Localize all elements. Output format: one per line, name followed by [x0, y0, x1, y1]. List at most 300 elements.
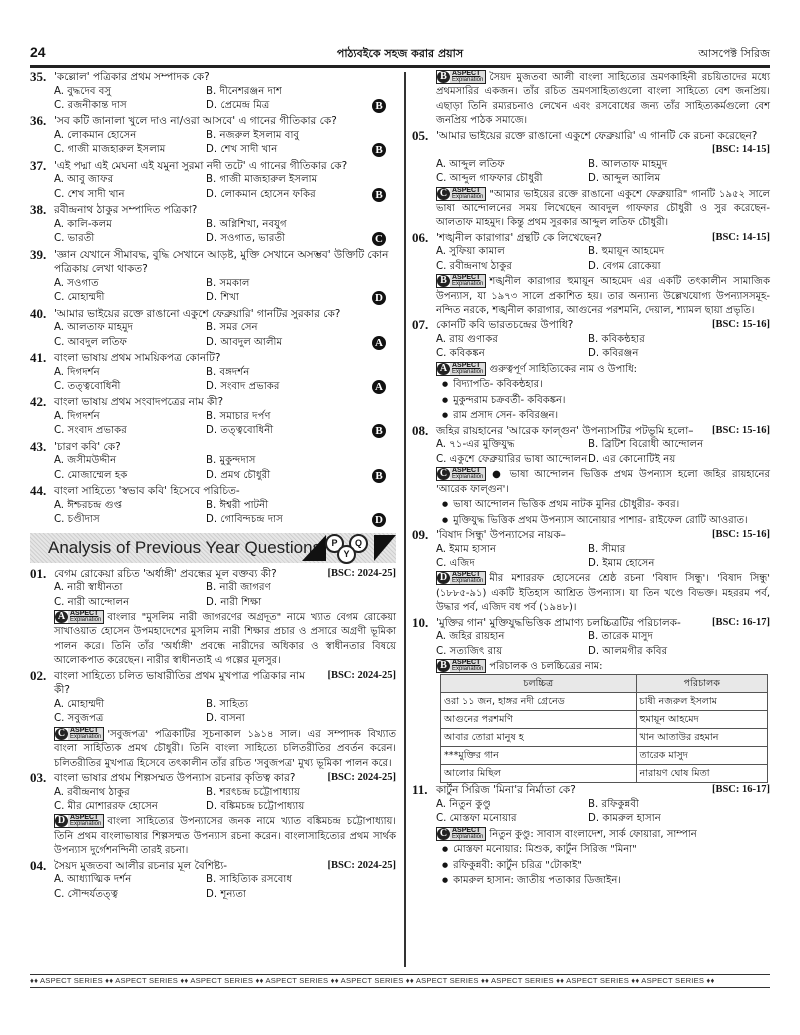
director-film-table: [440, 674, 768, 783]
explanation-text: শঙ্খনীল কারাগার হুমায়ূন আহমেদ এর একটি তৎকালীন সামাজিক উপন্যাস, যা ১৯৭৩ সালে প্রকাশিত হয়। তার অন্যান্য উল্লেখযোগ্য উপন্যাসসমূহ- নন্দিত নরকে, শঙ্খনীল কারাগার, আগুনের পরশমনি, দেয়াল, শ্যামল ছায়া প্রভৃতি।: [436, 276, 770, 317]
question-text: 'মুক্তির গান' মুক্তিযুদ্ধভিত্তিক প্রামাণ্য চলচ্চিত্রটির পরিচালক-: [436, 616, 681, 629]
option-d: D. বেগম রোকেয়া: [588, 260, 661, 272]
question-number: 38.: [30, 202, 47, 218]
pyq-banner: [30, 533, 396, 563]
options-grid: [30, 873, 396, 902]
table-row: [441, 729, 768, 747]
table-row: [441, 711, 768, 729]
question-header: [30, 70, 396, 85]
answer-cell: [372, 99, 396, 114]
answer-badge: A: [372, 336, 386, 350]
table-row: [441, 765, 768, 783]
options-grid: [30, 218, 396, 248]
banner-triangle-right: [374, 535, 396, 561]
aspect-label: [450, 188, 485, 200]
question-number: 39.: [30, 246, 47, 262]
option-d: D. প্রমথ চৌধুরী: [206, 469, 271, 481]
answer-cell: [746, 557, 770, 571]
question-number: 09.: [412, 527, 429, 542]
page-number: 24: [30, 44, 46, 60]
header-rule: [30, 65, 770, 68]
option-c: C. একুশে ফেব্রুয়ারির ভাষা আন্দোলন: [436, 453, 588, 465]
option-d: D. সংবাদ প্রভাকর: [206, 381, 280, 393]
question-text: 'জ্ঞান যেখানে সীমাবদ্ধ, বুদ্ধি সেখানে আড়ষ্ট, মুক্তি সেখানে অসম্ভব' উক্তিটি কোন পত্রিকায় লেখা থাকত?: [54, 248, 389, 276]
question-number: 03.: [30, 769, 47, 785]
question-text: 'এই পদ্মা এই মেঘনা এই যমুনা সুরমা নদী তটে' এ গানের গীতিকার কে?: [54, 159, 348, 172]
exam-reference: [BSC: 15-16]: [711, 424, 770, 436]
question-text: কোনটি কবি ভারতচন্দ্রের উপাধি?: [436, 319, 574, 332]
exam-reference: [BSC: 2024-25]: [327, 669, 396, 681]
pqy-circle-y-icon: Y: [337, 545, 356, 564]
option-b: B. কবিকন্ঠহার: [588, 334, 645, 346]
answer-badge: B: [372, 188, 386, 202]
exam-reference: [BSC: 15-16]: [711, 529, 770, 540]
option-d: D. ইমাম হোসেন: [588, 558, 655, 569]
aspect-label-top: ASPECT: [70, 814, 99, 822]
explanation-text: ● ভাষা আন্দোলন ভিত্তিক প্রথম উপন্যাস হলো জহির রায়হানের 'আরেক ফাল্গুন'।: [436, 469, 770, 495]
explanation: [412, 70, 770, 129]
question-header: [412, 528, 770, 543]
table-cell: ওরা ১১ জন, হাঙ্গর নদী গ্রেনেড: [441, 693, 637, 711]
explanation-text: বাংলার "মুসলিম নারী জাগরণের অগ্রদূত" নামে খ্যাত বেগম রোকেয়া সাখাওয়াত হোসেন উপমহাদেশের মুসলিম নারী শিক্ষার প্রচার ও প্রসারে অগ্রণী ভূমিকা পালন করে। তিনি তাঁর 'অর্ধাঙ্গী' প্রবন্ধে নারীদের অধিকার ও স্বাধীনতার বিষয়ে আলোকপাত করেছেন। নারীর স্বাধীনতাই এ গল্পের মূলসুর।: [54, 612, 396, 667]
aspect-label-bottom: Explanation: [452, 578, 484, 585]
right-column: [412, 70, 770, 889]
question-header: [30, 567, 396, 582]
answer-cell: [372, 336, 396, 351]
option-a: A. রায় গুণাকর: [436, 334, 498, 346]
aspect-label: [450, 363, 485, 375]
exam-reference: [BSC: 14-15]: [711, 231, 770, 243]
question-number: 42.: [30, 394, 47, 410]
question-number: 01.: [30, 565, 47, 581]
question-header: [412, 424, 770, 439]
question-item: [412, 231, 770, 319]
option-b: B. দীনেশরঞ্জন দাশ: [206, 85, 282, 97]
question-number: 43.: [30, 438, 47, 454]
answer-cell: [372, 888, 396, 902]
options-grid: [412, 245, 770, 274]
options-grid: [30, 129, 396, 159]
aspect-explanation-badge: [436, 362, 486, 376]
question-number: 06.: [412, 229, 429, 245]
option-d: D. শূন্যতা: [206, 888, 246, 900]
question-header: [412, 129, 770, 144]
question-number: 07.: [412, 317, 429, 333]
footer-strip: ♦♦ ASPECT SERIES ♦♦ ASPECT SERIES ♦♦ ASPECT SERIES ♦♦ ASPECT SERIES ♦♦ ASPECT SERIES ♦♦ ASPECT SERIES ♦♦ ASPECT SERIES ♦♦ ASPECT SERIES ♦♦ ASPECT SERIES ♦♦: [30, 974, 770, 988]
question-number: 04.: [30, 857, 47, 873]
question-item: [30, 771, 396, 859]
question-item: [30, 567, 396, 669]
option-a: A. দিগদর্শন: [54, 366, 100, 378]
option-c: C. মোহাম্মদী: [54, 292, 105, 304]
option-b: B. শরৎচন্দ্র চট্টোপাধ্যায়: [206, 786, 300, 798]
exam-reference: [BSC: 15-16]: [711, 319, 770, 331]
question-number: 41.: [30, 350, 47, 366]
option-b: B. গাজী মাজহারুল ইসলাম: [206, 174, 318, 186]
options-grid: [30, 786, 396, 815]
table-cell: হুমায়ূন আহমেদ: [636, 711, 767, 729]
explanation-text: মীর মশাররফ হোসেনের শ্রেষ্ঠ রচনা 'বিষাদ সিন্ধু'। 'বিষাদ সিন্ধু' (১৮৮৫-৯১) একটি ইতিহাস আশ্রিত উপন্যাস। যা তিন খণ্ডে বিভক্ত। মহররম পর্ব, উদ্ধার পর্ব, এজিদ বধ পর্ব (১৯৪৮)।: [436, 573, 770, 614]
option-b: B. অগ্নিশিখা, নবযুগ: [206, 218, 287, 230]
explanation: [412, 274, 770, 318]
option-b: B. সাহিত্যিক রসবোধ: [206, 874, 293, 886]
answer-letter-icon: C: [55, 728, 68, 740]
explanation-text: বাংলা সাহিত্যের উপন্যাসের জনক নামে খ্যাত বঙ্কিমচন্দ্র চট্টোপাধ্যায়। তিনি প্রথম বাংলাভাষার শিল্পসম্মত উপন্যাস রচনা করেন। বাংলাসাহিত্যের প্রথম সার্থক উপন্যাস দুর্গেশনন্দিনী তারই রচনা।: [54, 816, 396, 857]
option-c: C. আবদুল লতিফ: [54, 336, 127, 348]
option-b: B. মুকুন্দদাস: [206, 455, 256, 467]
option-a: A. মোহাম্মদী: [54, 698, 105, 710]
option-a: A. আব্দুল লতিফ: [436, 158, 505, 170]
option-c: C. গাজী মাজহারুল ইসলাম: [54, 144, 166, 156]
options-grid: [412, 798, 770, 827]
aspect-explanation-badge: [436, 571, 486, 585]
question-continuation: [412, 70, 770, 129]
question-item: [30, 203, 396, 247]
options-grid: [30, 173, 396, 203]
answer-cell: [372, 143, 396, 158]
aspect-label-top: ASPECT: [452, 659, 481, 667]
aspect-label: [450, 572, 485, 584]
question-text: বাংলা সাহিত্যে চলিত ভাষারীতির প্রথম মুখপাত্র পত্রিকার নাম কী?: [54, 669, 306, 697]
question-header: [30, 248, 396, 277]
table-cell: তারেক মাসুদ: [636, 747, 767, 765]
question-item: [412, 129, 770, 231]
question-header: [412, 231, 770, 246]
answer-badge: D: [372, 291, 386, 305]
question-item: [30, 484, 396, 528]
question-header: [412, 318, 770, 333]
option-d: D. আবদুল আলীম: [206, 336, 283, 348]
left-column: [30, 70, 396, 902]
option-b: B. নজরুল ইসলাম বাবু: [206, 130, 300, 141]
option-a: A. ইমাম হাসান: [436, 543, 497, 555]
header-title: পাঠ্যবইকে সহজ করার প্রয়াস: [336, 47, 464, 60]
question-item: [30, 351, 396, 395]
option-c: C. চণ্ডীদাস: [54, 514, 100, 526]
question-header: [30, 484, 396, 499]
aspect-explanation-badge: [436, 274, 486, 288]
question-item: [412, 783, 770, 888]
options-grid: [412, 630, 770, 659]
option-c: C. সবুজপত্র: [54, 713, 104, 725]
option-d: D. তত্ত্ববোধিনী: [206, 425, 274, 437]
question-header: [30, 203, 396, 218]
question-number: 44.: [30, 483, 47, 499]
option-d: D. শিখা: [206, 292, 239, 304]
answer-badge: B: [372, 143, 386, 157]
option-c: C. শেখ সাদী খান: [54, 188, 125, 200]
explanation-text: সৈয়দ মুজতবা আলী বাংলা সাহিত্যের ভ্রমণকাহিনী রচয়িতাদের মধ্যে প্রথমসারির একজন। তাঁর রচিত ভ্রমণসাহিত্যগুলো বাংলা সাহিত্যে বেশ জনপ্রিয়। এছাড়া তিনি রম্যরচনাও লেখেন এবং রসবোধের জন্য তাঁর সাহিত্যকর্মগুলো বেশ জনপ্রিয় পাঠক সমাজে।: [436, 72, 770, 127]
option-d: D. বঙ্কিমচন্দ্র চট্টোপাধ্যায়: [206, 800, 305, 812]
question-header: [30, 395, 396, 410]
question-item: [30, 395, 396, 439]
question-text: 'কল্লোল' পত্রিকার প্রথম সম্পাদক কে?: [54, 71, 210, 83]
question-number: 02.: [30, 667, 47, 683]
answer-letter-icon: C: [437, 828, 450, 840]
table-cell: চাষী নজরুল ইসলাম: [636, 693, 767, 711]
question-text: বেগম রোকেয়া রচিত 'অর্ধাঙ্গী' প্রবন্ধের মূল বক্তব্য কী?: [54, 567, 277, 580]
option-b: B. তারেক মাসুদ: [588, 631, 653, 643]
options-grid: [30, 698, 396, 727]
column-divider: [404, 72, 406, 967]
answer-letter-icon: B: [437, 275, 450, 287]
option-c: C. নারী আন্দোলন: [54, 596, 130, 608]
answer-badge: B: [372, 469, 386, 483]
answer-cell: [372, 469, 396, 484]
aspect-explanation-badge: [54, 610, 104, 624]
option-c: C. কবিকঙ্কন: [436, 348, 485, 360]
aspect-label: [450, 660, 485, 672]
answer-letter-icon: B: [437, 660, 450, 672]
option-b: B. ব্রিটিশ বিরোধী আন্দোলন: [588, 439, 704, 451]
question-item: [30, 114, 396, 158]
question-text: 'শঙ্খনীল কারাগার' গ্রন্থটি কে লিখেছেন?: [436, 231, 602, 244]
explanation: [412, 571, 770, 615]
table-cell: ***মুক্তির গান: [441, 747, 637, 765]
answer-badge: A: [372, 380, 386, 394]
question-header: [30, 307, 396, 322]
aspect-explanation-badge: [436, 827, 486, 841]
option-d: D. কামরুল হাসান: [588, 813, 661, 825]
option-a: A. সওগাত: [54, 277, 99, 289]
bullet-item: ● কামরুল হাসান: জাতীয় পতাকার ডিজাইন।: [412, 873, 770, 889]
explanation: [412, 362, 770, 377]
explanation: [412, 187, 770, 231]
option-c: C. তত্ত্ববোধিনী: [54, 381, 121, 393]
aspect-label-top: ASPECT: [452, 361, 481, 369]
option-d: D. আব্দুল আলিম: [588, 173, 661, 185]
options-grid: [30, 410, 396, 440]
answer-cell: [372, 513, 396, 528]
options-grid: [412, 158, 770, 187]
question-item: [30, 440, 396, 484]
aspect-label: [450, 468, 485, 480]
aspect-label-bottom: Explanation: [452, 281, 484, 288]
table-cell: আগুনের পরশমণি: [441, 711, 637, 729]
option-a: A. আধ্যাত্মিক দর্শন: [54, 874, 132, 886]
option-b: B. হুমায়ূন আহমেদ: [588, 246, 665, 258]
question-header: [30, 440, 396, 455]
pqy-circle-q-icon: Q: [349, 534, 368, 553]
question-header: [412, 783, 770, 798]
question-item: [30, 70, 396, 114]
answer-cell: [372, 380, 396, 395]
option-a: A. রবীন্দ্রনাথ ঠাকুর: [54, 786, 130, 798]
explanation-text: পরিচালক ও চলচ্চিত্রের নাম:: [489, 661, 603, 673]
question-header: [30, 351, 396, 366]
question-text: 'চারণ কবি' কে?: [54, 440, 121, 453]
aspect-explanation-badge: [54, 727, 104, 741]
option-a: A. সুফিয়া কামাল: [436, 246, 505, 258]
bullet-item: ● রাম প্রসাদ সেন- কবিরঞ্জন।: [412, 408, 770, 424]
aspect-explanation-badge: [436, 187, 486, 201]
question-item: [30, 859, 396, 902]
bullet-item: ● রফিকুন্নবী: কার্টুন চরিত্র "টোকাই": [412, 858, 770, 874]
option-b: B. নারী জাগরণ: [206, 582, 271, 594]
explanation-text: গুরুত্বপূর্ণ সাহিত্যিকের নাম ও উপাধি:: [489, 363, 638, 375]
aspect-explanation-badge: [54, 814, 104, 828]
table-cell: খান আতাউর রহমান: [636, 729, 767, 747]
option-d: D. সওগাত, ভারতী: [206, 233, 286, 245]
answer-badge: B: [372, 424, 386, 438]
option-a: A. বুদ্ধদেব বসু: [54, 85, 112, 97]
options-grid: [412, 438, 770, 467]
question-text: রবীন্দ্রনাথ ঠাকুর সম্পাদিত পত্রিকা?: [54, 204, 198, 217]
option-c: C. রবীন্দ্রনাথ ঠাকুর: [436, 260, 513, 272]
aspect-label-top: ASPECT: [452, 186, 481, 194]
options-grid: [30, 277, 396, 307]
aspect-label-top: ASPECT: [452, 826, 481, 834]
options-grid: [412, 543, 770, 572]
aspect-explanation-badge: [436, 467, 486, 481]
option-a: A. আলতাফ মাহমুদ: [54, 322, 133, 334]
question-header: [30, 669, 396, 698]
option-a: A. ৭১-এর মুক্তিযুদ্ধ: [436, 439, 515, 451]
option-a: A. নিতুন কুণ্ডু: [436, 799, 491, 811]
option-a: A. লোকমান হোসেন: [54, 130, 137, 141]
answer-cell: [372, 596, 396, 610]
answer-letter-icon: D: [55, 815, 68, 827]
question-number: 05.: [412, 127, 429, 143]
question-text: 'আমার ভাইয়ের রক্তে রাঙানো একুশে ফেব্রুয়ারি' গানটির সুরকার কে?: [54, 307, 341, 320]
options-grid: [30, 499, 396, 529]
question-text: 'বিষাদ সিন্ধু' উপন্যাসের নায়ক–: [436, 529, 566, 541]
option-c: C. আব্দুল গাফফার চৌধুরী: [436, 173, 543, 185]
aspect-label: [68, 728, 103, 740]
option-d: D. নারী শিক্ষা: [206, 596, 262, 608]
option-d: D. আলমগীর কবির: [588, 645, 668, 657]
table-header-cell: চলচ্চিত্র: [441, 675, 637, 693]
options-grid: [30, 366, 396, 396]
question-item: [412, 528, 770, 616]
question-number: 35.: [30, 69, 47, 84]
option-a: A. জসীমউদ্দীন: [54, 455, 117, 467]
answer-badge: D: [372, 513, 386, 527]
question-item: [30, 159, 396, 203]
option-a: A. নারী স্বাধীনতা: [54, 582, 123, 594]
exam-reference: [BSC: 16-17]: [711, 784, 770, 796]
question-number: 08.: [412, 422, 429, 438]
question-header: [30, 859, 396, 874]
question-item: [412, 424, 770, 528]
question-item: [30, 248, 396, 307]
answer-cell: [372, 291, 396, 306]
explanation: [412, 467, 770, 497]
explanation-text: 'সবুজপত্র' পত্রিকাটির সূচনাকাল ১৯১৪ সাল। এর সম্পাদক বিখ্যাত বাংলা সাহিত্যিক প্রমথ চৌধুরী। তিনি বাংলা সাহিত্যে চলিতরীতির প্রবর্তন করেন। চলিতরীতির মুখপাত্র হিসেবে তৎকালীন তাঁর রচিত 'সবুজপত্র' মুখ্য ভূমিকা পালন করে।: [54, 728, 396, 769]
table-cell: নারায়ণ ঘোষ মিতা: [636, 765, 767, 783]
question-number: 10.: [412, 614, 429, 630]
aspect-label-top: ASPECT: [70, 610, 99, 618]
answer-cell: [746, 172, 770, 186]
option-d: D. শেখ সাদী খান: [206, 144, 278, 156]
option-c: C. রজনীকান্ত দাস: [54, 100, 127, 111]
answer-cell: [746, 453, 770, 467]
aspect-label-top: ASPECT: [452, 70, 481, 77]
bullet-item: ● মুক্তিযুদ্ধ ভিত্তিক প্রথম উপন্যাস আনোয়ার পাশার- রাইফেল রোটি আওরাত।: [412, 513, 770, 529]
option-a: A. কালি-কলম: [54, 218, 112, 230]
option-a: A. জহির রায়হান: [436, 631, 505, 643]
answer-letter-icon: A: [437, 363, 450, 375]
answer-cell: [746, 812, 770, 826]
aspect-label-bottom: Explanation: [452, 666, 484, 673]
option-c: C. ভারতী: [54, 233, 95, 245]
question-text: জহির রায়হানের 'আরেক ফাল্গুন' উপন্যাসটির পটভূমি হলো–: [436, 424, 694, 437]
question-number: 37.: [30, 157, 47, 173]
answer-cell: [372, 712, 396, 726]
option-d: D. কবিরঞ্জন: [588, 348, 639, 360]
aspect-explanation-badge: [436, 659, 486, 673]
option-c: C. এজিদ: [436, 558, 475, 569]
aspect-label-bottom: Explanation: [452, 833, 484, 840]
aspect-label-bottom: Explanation: [70, 617, 102, 624]
aspect-label: [450, 71, 485, 83]
aspect-label: [450, 275, 485, 287]
question-text: 'সব কটি জানালা খুলে দাও না/ওরা আসবে' এ গানের গীতিকার কে?: [54, 115, 337, 128]
option-c: C. মীর মোশাররফ হোসেন: [54, 800, 158, 812]
bullet-item: ● বিদ্যাপতি- কবিকন্ঠহার।: [412, 377, 770, 393]
option-b: B. সীমার: [588, 543, 626, 555]
explanation: [30, 610, 396, 669]
bullet-item: ● ভাষা আন্দোলন ভিত্তিক প্রথম নাটক মুনির চৌধুরীর- কবর।: [412, 497, 770, 513]
question-text: বাংলা ভাষায় প্রথম সাময়িকপত্র কোনটি?: [54, 352, 221, 365]
page-header: [30, 44, 770, 64]
question-text: বাংলা সাহিত্যে 'স্বভাব কবি' হিসেবে পরিচিত-: [54, 485, 240, 498]
aspect-label-top: ASPECT: [452, 571, 481, 579]
question-item: [30, 307, 396, 351]
answer-cell: [372, 800, 396, 814]
aspect-label: [68, 611, 103, 623]
aspect-label: [68, 815, 103, 827]
explanation-text: "আমার ভাইয়ের রক্তে রাঙানো একুশে ফেব্রুয়ারি" গানটি ১৯৫২ সালে ভাষা আন্দোলনের সময় লিখেছেন আবদুল গাফফার চৌধুরী ও সুর করেছেন- আলতাফ মাহমুদ। কিন্তু প্রথম সুরকার আব্দুল লতিফ চৌধুরী।: [436, 188, 770, 229]
exam-reference: [BSC: 2024-25]: [327, 567, 396, 579]
banner-title: Analysis of Previous Year Questions: [48, 537, 322, 557]
table-cell: আবার তোরা মানুষ হ: [441, 729, 637, 747]
question-number: 36.: [30, 113, 47, 129]
options-grid: [30, 85, 396, 115]
option-d: D. গোবিন্দচন্দ্র দাস: [206, 514, 283, 526]
options-grid: [412, 333, 770, 362]
option-b: B. আলতাফ মাহমুদ: [588, 158, 668, 170]
exam-reference: [BSC: 16-17]: [711, 616, 770, 628]
answer-cell: [372, 424, 396, 439]
question-header: [30, 114, 396, 129]
exam-reference: [BSC: 14-15]: [711, 144, 770, 156]
aspect-label-bottom: Explanation: [452, 193, 484, 200]
answer-cell: [746, 260, 770, 274]
question-text: 'আমার ভাইয়ের রক্তে রাঙানো একুশে ফেব্রুয়ারি' এ গানটি কে রচনা করেছেন?: [436, 129, 758, 142]
explanation: [412, 659, 770, 674]
answer-badge: B: [372, 99, 386, 113]
bullet-item: ● মুকুন্দরাম চক্রবর্তী- কবিকঙ্কন।: [412, 393, 770, 409]
aspect-explanation-badge: [436, 70, 486, 84]
answer-letter-icon: C: [437, 468, 450, 480]
option-b: B. সমর সেন: [206, 322, 258, 334]
explanation: [30, 727, 396, 771]
option-b: B. সমাচার দর্পণ: [206, 411, 271, 423]
option-c: C. সৌন্দর্যতত্ত্ব: [54, 888, 118, 900]
option-d: D. প্রেমেন্দ্র মিত্র: [206, 100, 270, 111]
question-text: কার্টুন সিরিজ 'মিনা'র নির্মাতা কে?: [436, 784, 576, 797]
explanation-text: নিতুন কুণ্ডু: সাবাস বাংলাদেশ, সার্ক ফোয়ারা, সাম্পান: [489, 828, 697, 840]
table-cell: আলোর মিছিল: [441, 765, 637, 783]
aspect-label-bottom: Explanation: [452, 368, 484, 375]
aspect-label-top: ASPECT: [70, 726, 99, 734]
question-item: [412, 616, 770, 784]
banner-triangle-left: [302, 535, 326, 561]
answer-letter-icon: B: [437, 71, 450, 83]
document-page: [30, 0, 770, 1035]
answer-badge: C: [372, 232, 386, 246]
